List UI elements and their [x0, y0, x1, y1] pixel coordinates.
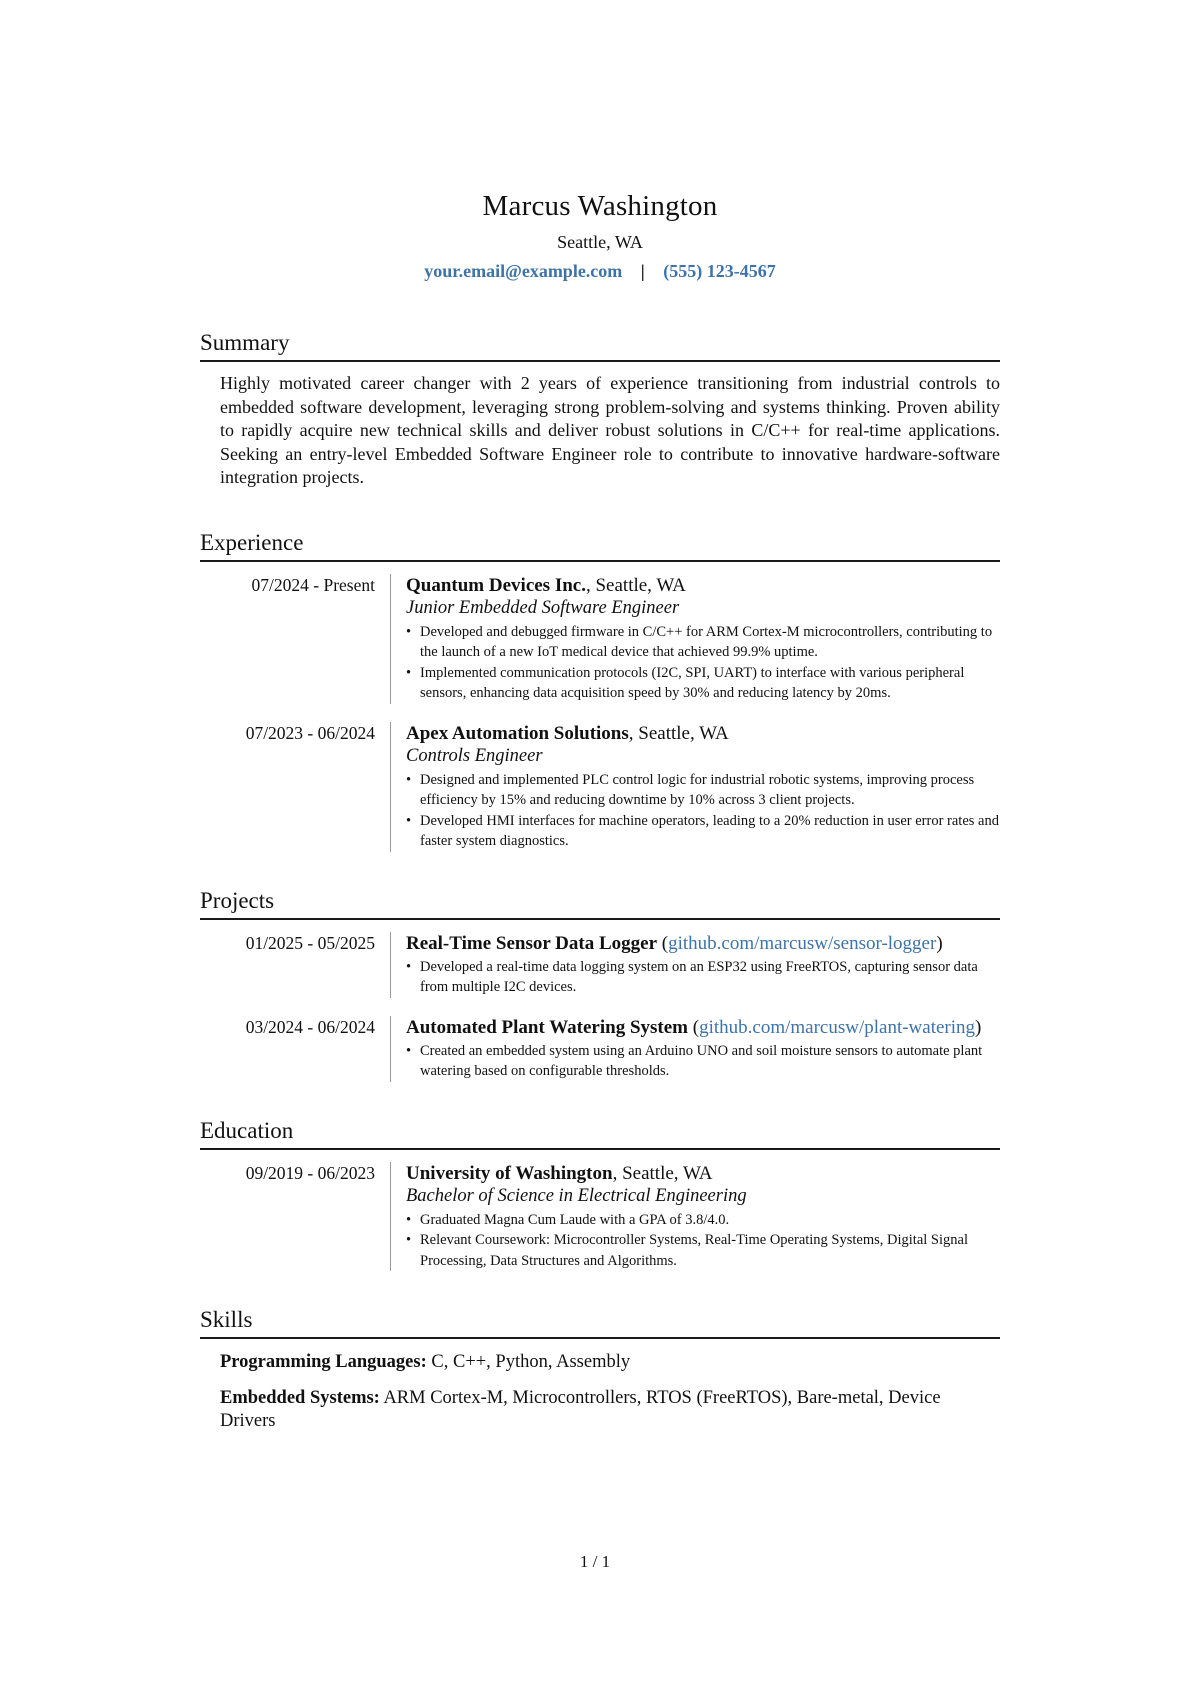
bullet-text: Developed and debugged firmware in C/C++ for ARM Cortex-M microcontrollers, contributing to the launch of a new IoT medical device that achieved 99.9% uptime.: [420, 623, 993, 660]
employer-location: , Seattle, WA: [628, 722, 729, 744]
section-title-skills: Skills: [200, 1307, 1000, 1339]
bullet-item: [406, 1041, 1000, 1082]
bullet-dot-icon: •: [406, 1042, 412, 1059]
contact-line: [200, 261, 1000, 282]
bullet-item: [406, 663, 1000, 704]
bullet-dot-icon: •: [406, 812, 412, 829]
employer-location: , Seattle, WA: [585, 574, 686, 596]
experience-entry: [200, 722, 1000, 852]
entry-body: [390, 574, 1000, 704]
project-entry: [200, 1016, 1000, 1082]
section-title-education: Education: [200, 1118, 1000, 1150]
section-title-experience: Experience: [200, 530, 1000, 562]
entry-heading: [406, 1162, 1000, 1185]
bullet-item: [406, 1230, 1000, 1271]
skill-label: Embedded Systems:: [220, 1387, 380, 1408]
job-title: Junior Embedded Software Engineer: [406, 597, 680, 618]
experience-entry: [200, 574, 1000, 704]
skill-value: ARM Cortex-M, Microcontrollers, RTOS (FreeRTOS), Bare-metal, Device Drivers: [220, 1387, 941, 1431]
skill-line-embedded: [220, 1387, 1000, 1434]
bullet-item: [406, 770, 1000, 811]
entry-heading: [406, 574, 1000, 597]
project-entry: [200, 932, 1000, 998]
section-title-summary: Summary: [200, 330, 1000, 362]
school-name: University of Washington: [406, 1162, 613, 1184]
experience-section: [200, 530, 1000, 852]
bullet-dot-icon: •: [406, 771, 412, 788]
projects-section: [200, 888, 1000, 1082]
entry-body: [390, 1016, 1000, 1082]
skill-label: Programming Languages:: [220, 1352, 427, 1372]
education-section: [200, 1118, 1000, 1272]
skills-section: [200, 1307, 1000, 1434]
candidate-name: Marcus Washington: [482, 190, 718, 222]
employer-name: Quantum Devices Inc.: [406, 574, 586, 596]
entry-body: [390, 932, 1000, 998]
bullet-list: [406, 957, 1000, 998]
job-title: Controls Engineer: [406, 745, 543, 766]
entry-body: [390, 722, 1000, 852]
bullet-list: [406, 622, 1000, 704]
bullet-list: [406, 1041, 1000, 1082]
entry-date: 07/2024 - Present: [251, 574, 375, 595]
project-name: Real-Time Sensor Data Logger: [406, 932, 658, 954]
resume-page: [200, 190, 1000, 1434]
project-link[interactable]: github.com/marcusw/plant-watering: [699, 1016, 976, 1038]
page-number: 1 / 1: [579, 1552, 611, 1571]
entry-date: 03/2024 - 06/2024: [245, 1016, 375, 1037]
bullet-dot-icon: •: [406, 958, 412, 975]
project-link[interactable]: github.com/marcusw/sensor-logger: [668, 932, 937, 954]
entry-heading: [406, 722, 1000, 745]
bullet-dot-icon: •: [406, 1232, 412, 1248]
project-name: Automated Plant Watering System: [406, 1016, 688, 1038]
bullet-item: [406, 957, 1000, 998]
contact-separator: |: [640, 261, 645, 281]
bullet-text: Graduated Magna Cum Laude with a GPA of 3.8/4.0.: [420, 1211, 730, 1228]
education-entry: [200, 1162, 1000, 1272]
bullet-text: Developed a real-time data logging system on an ESP32 using FreeRTOS, capturing sensor data from multiple I2C devices.: [420, 958, 978, 995]
bullet-dot-icon: •: [406, 664, 412, 681]
bullet-text: Implemented communication protocols (I2C, SPI, UART) to interface with various peripheral sensors, enhancing data acquisition speed by 30% and reducing latency by 20ms.: [420, 664, 965, 701]
bullet-item: [406, 811, 1000, 852]
bullet-text: Designed and implemented PLC control logic for industrial robotic systems, improving process efficiency by 15% and reducing downtime by 10% across 3 client projects.: [420, 771, 975, 808]
candidate-location: Seattle, WA: [557, 232, 643, 252]
bullet-text: Created an embedded system using an Arduino UNO and soil moisture sensors to automate plant watering based on configurable thresholds.: [420, 1042, 983, 1079]
bullet-text: Developed HMI interfaces for machine operators, leading to a 20% reduction in user error rates and faster system diagnostics.: [420, 812, 999, 849]
skill-line-languages: [220, 1351, 1000, 1375]
bullet-dot-icon: •: [406, 623, 412, 640]
email-link[interactable]: your.email@example.com: [424, 261, 623, 281]
school-location: , Seattle, WA: [612, 1162, 713, 1184]
bullet-text: Relevant Coursework: Microcontroller Systems, Real-Time Operating Systems, Digital Signal Processing, Data Structures and Algorithms.: [420, 1232, 968, 1269]
phone-link[interactable]: (555) 123-4567: [663, 261, 776, 281]
section-title-projects: Projects: [200, 888, 1000, 920]
bullet-item: [406, 622, 1000, 663]
entry-date: 01/2025 - 05/2025: [245, 932, 375, 953]
summary-section: [200, 330, 1000, 490]
bullet-dot-icon: •: [406, 1211, 412, 1228]
entry-date: 07/2023 - 06/2024: [245, 722, 375, 743]
bullet-item: [406, 1210, 1000, 1231]
degree-title: Bachelor of Science in Electrical Engineering: [406, 1185, 747, 1206]
entry-heading: Real-Time Sensor Data Logger (github.com/marcusw/sensor-logger): [406, 932, 943, 954]
employer-name: Apex Automation Solutions: [406, 722, 629, 744]
entry-body: [390, 1162, 1000, 1272]
bullet-list: [406, 1210, 1000, 1272]
entry-date: 09/2019 - 06/2023: [245, 1162, 375, 1183]
summary-text: Highly motivated career changer with 2 years of experience transitioning from industrial controls to embedded software development, leveraging strong problem-solving and systems thinking. Proven ability to rapidly acquire new technical skills and deliver robust solutions in C/C++ for real-time applications. Seeking an entry-level Embedded Software Engineer role to contribute to innovative hardware-software integration projects.: [220, 373, 1000, 487]
entry-heading: Automated Plant Watering System (github.com/marcusw/plant-watering): [406, 1016, 982, 1038]
skill-value: C, C++, Python, Assembly: [426, 1352, 631, 1372]
bullet-list: [406, 770, 1000, 852]
